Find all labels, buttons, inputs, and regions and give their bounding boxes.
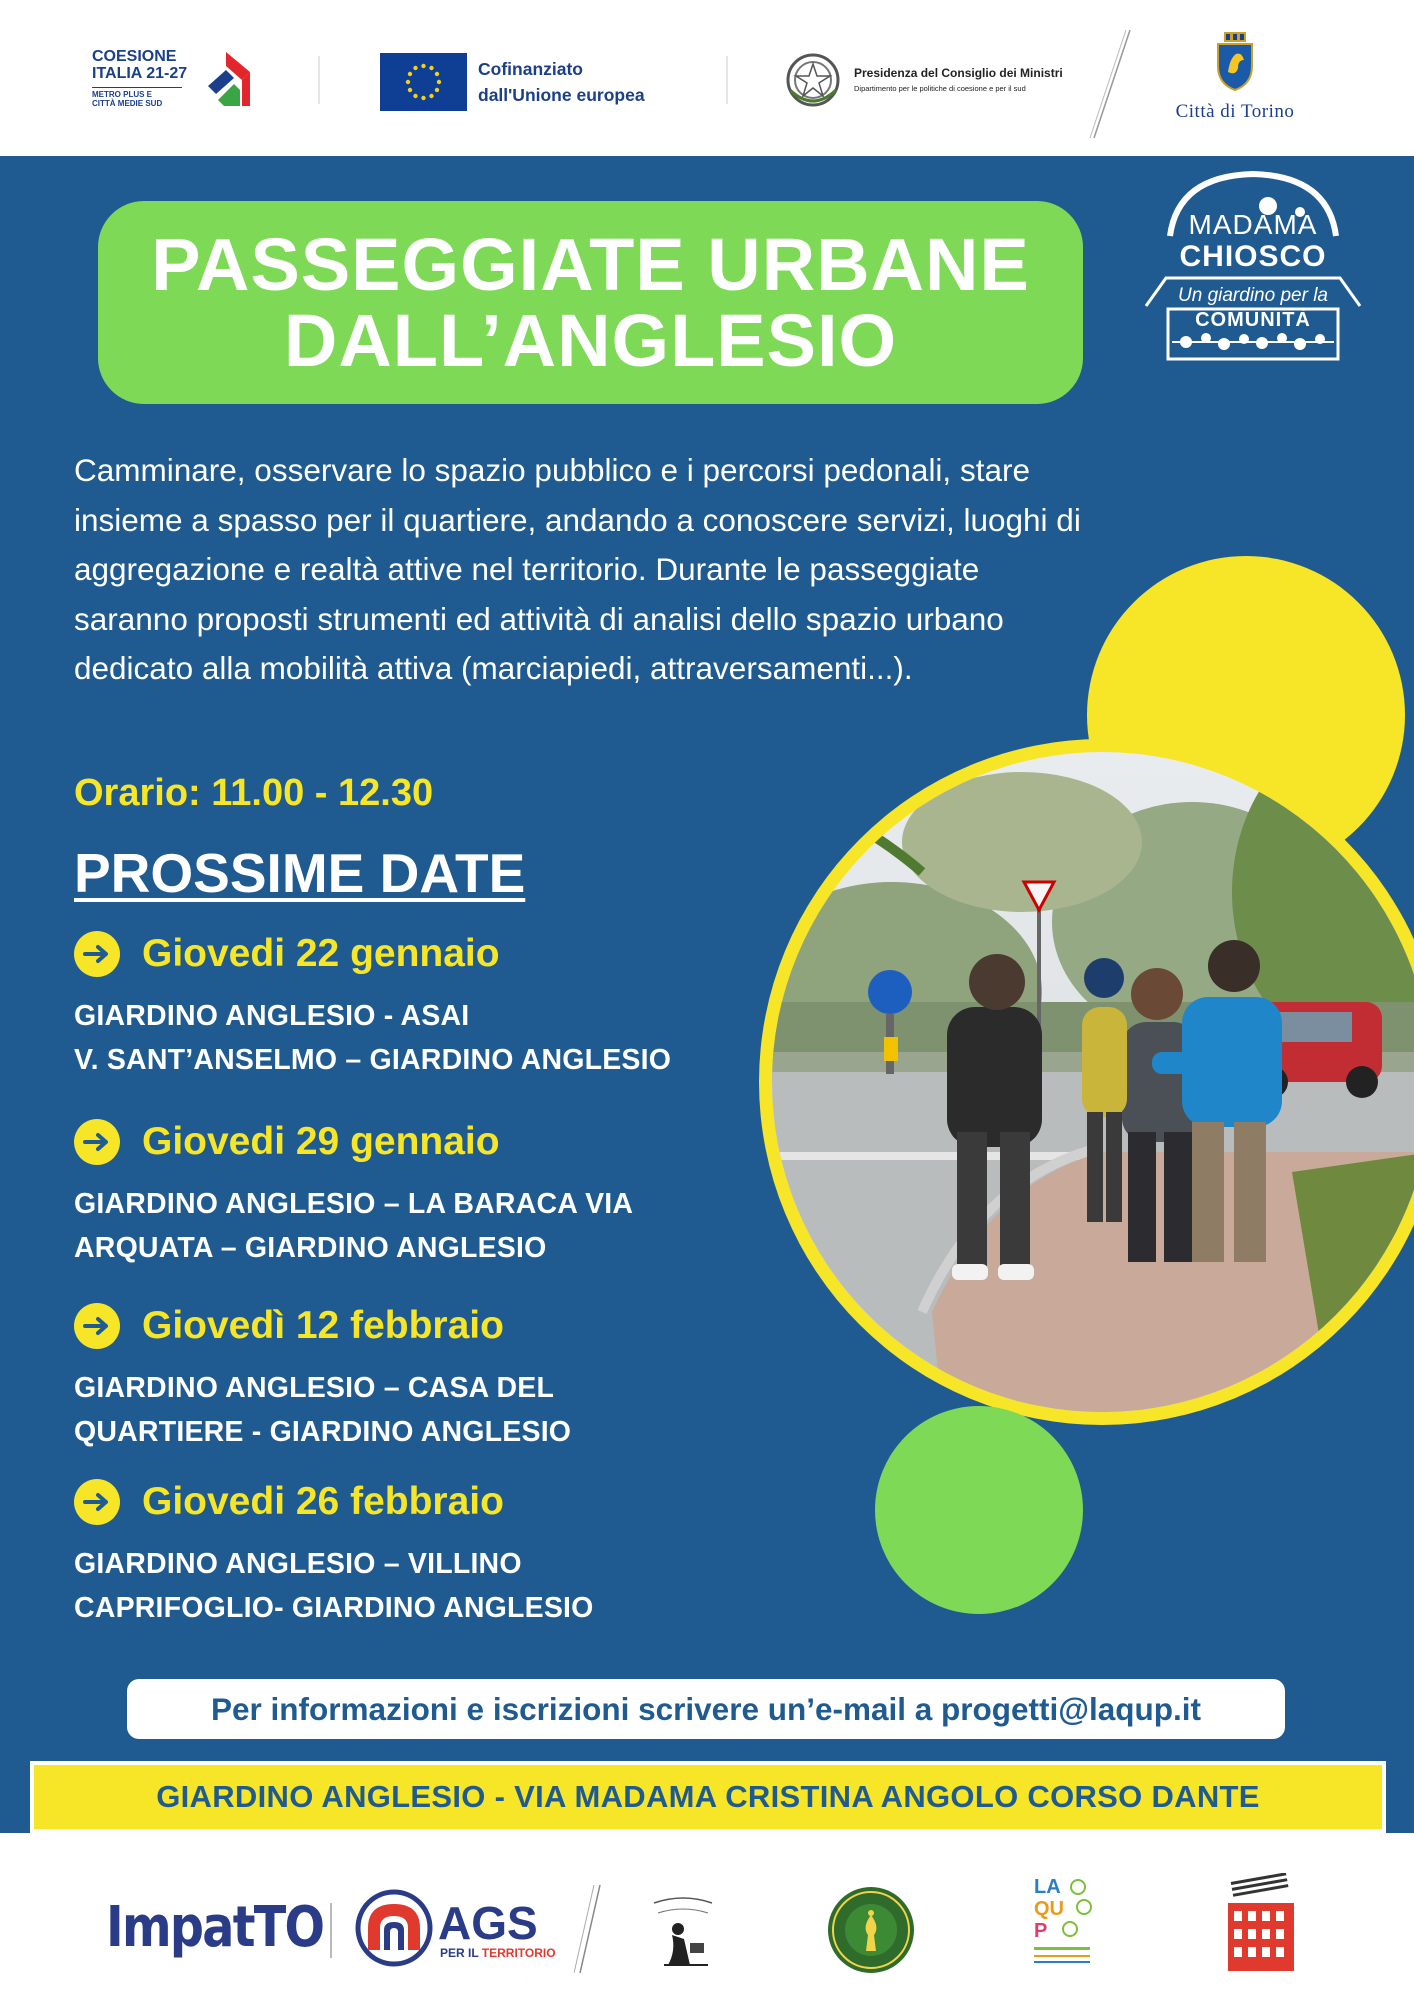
eu-line1: Cofinanziato <box>478 59 583 79</box>
presidenza-line1: Presidenza del Consiglio dei Ministri <box>854 66 1063 80</box>
eu-cofinanced-label <box>478 56 645 108</box>
intro-text: Camminare, osservare lo spazio pubblico e i percorsi pedonali, stare insieme a spasso per il quartiere, andando a conoscere servizi, luoghi di aggregazione e realtà attive nel territorio. Durante le passeggiate saranno proposti strumenti ed attività di analisi dello spazio urbano dedicato alla mobilità attiva (marciapiedi, attraversamenti...). <box>74 452 1081 686</box>
footer-divider <box>330 1903 332 1958</box>
title-line1: PASSEGGIATE URBANE <box>151 223 1030 306</box>
madama-line3: COMUNITÀ <box>1195 309 1311 331</box>
ags-tagline <box>440 1946 556 1960</box>
agenzia-sviluppo-logo <box>1222 1873 1298 1978</box>
alfiere-campoverde-logo-icon <box>826 1885 916 1975</box>
eu-line2: dall'Unione europea <box>478 85 645 105</box>
ags-emblem-icon <box>354 1888 434 1968</box>
svg-text:P: P <box>1034 1920 1048 1942</box>
italian-republic-emblem-icon <box>784 50 842 115</box>
title-line2: DALL’ANGLESIO <box>283 299 898 382</box>
torino-name: Città di Torino <box>1175 101 1295 122</box>
address-bar: GIARDINO ANGLESIO - VIA MADAMA CRISTINA ANGOLO CORSO DANTE <box>30 1761 1386 1833</box>
madama-line2: CHIOSCO <box>1179 240 1327 273</box>
walk-entry <box>74 926 774 1082</box>
walk-entry <box>74 1474 774 1630</box>
svg-text:LA: LA <box>1034 1876 1061 1898</box>
arrow-right-icon <box>74 1119 120 1165</box>
upcoming-dates-heading: PROSSIME DATE <box>74 842 526 904</box>
footer-slash-divider <box>574 1885 604 1975</box>
ags-tagline-a: PER IL <box>440 1946 482 1960</box>
impatto-logo: ImpatTO <box>106 1895 324 1960</box>
madama-tagline: Un giardino per la <box>1178 285 1328 306</box>
contact-info-banner: Per informazioni e iscrizioni scrivere un’e-mail a progetti@laqup.it <box>127 1679 1285 1739</box>
ags-tagline-b: TERRITORIO <box>481 1946 556 1960</box>
coesione-sub2: CITTÀ MEDIE SUD <box>92 99 163 108</box>
schedule-time: Orario: 11.00 - 12.30 <box>74 772 434 814</box>
title-banner <box>98 201 1083 404</box>
arrow-right-icon <box>74 1479 120 1525</box>
header-divider <box>726 56 728 104</box>
ags-name: AGS <box>438 1897 538 1949</box>
walk-entry <box>74 1298 774 1454</box>
main-panel <box>0 156 1414 1833</box>
top-logo-bar <box>0 0 1414 156</box>
eu-flag-icon <box>380 53 467 111</box>
ags-logo <box>354 1888 556 1973</box>
walk-route-line1: GIARDINO ANGLESIO – VILLINO <box>74 1548 522 1580</box>
walk-route-line1: GIARDINO ANGLESIO – LA BARACA VIA <box>74 1188 634 1220</box>
walk-date: Giovedì 12 febbraio <box>142 1304 504 1347</box>
walk-route-line2: CAPRIFOGLIO- GIARDINO ANGLESIO <box>74 1592 594 1624</box>
svg-text:QU: QU <box>1034 1898 1064 1920</box>
coesione-line1: COESIONE <box>92 48 177 65</box>
walk-route-line1: GIARDINO ANGLESIO - ASAI <box>74 1000 470 1032</box>
header-slash-divider <box>1086 30 1136 140</box>
walk-route-line2: QUARTIERE - GIARDINO ANGLESIO <box>74 1416 572 1448</box>
walk-route-line1: GIARDINO ANGLESIO – CASA DEL <box>74 1372 555 1404</box>
header-divider <box>318 56 320 104</box>
walk-date: Giovedi 22 gennaio <box>142 932 500 975</box>
san-salvario-building-icon <box>1222 1873 1298 1973</box>
coesione-arrow-icon <box>204 48 254 108</box>
walk-route-line2: ARQUATA – GIARDINO ANGLESIO <box>74 1232 547 1264</box>
madama-line1: MADAMA <box>1188 209 1318 240</box>
decorative-green-circle <box>875 1406 1083 1614</box>
walk-date: Giovedi 29 gennaio <box>142 1120 500 1163</box>
madama-chiosco-logo <box>1138 166 1368 376</box>
torino-coat-of-arms-icon <box>1214 32 1256 92</box>
coesione-sub1: METRO PLUS E <box>92 90 153 99</box>
laqup-logo-icon <box>1030 1871 1100 1981</box>
walk-date: Giovedi 26 febbraio <box>142 1480 504 1523</box>
arrow-right-icon <box>74 1303 120 1349</box>
walk-route-line2: V. SANT’ANSELMO – GIARDINO ANGLESIO <box>74 1044 672 1076</box>
walk-entry <box>74 1114 774 1270</box>
partner-logo-bar <box>0 1833 1414 2000</box>
presidenza-label <box>854 66 1063 96</box>
arrow-right-icon <box>74 931 120 977</box>
reading-figure-logo-icon <box>648 1889 718 1969</box>
coesione-line2: ITALIA 21-27 <box>92 65 188 82</box>
coesione-italia-logo <box>92 46 262 116</box>
citta-di-torino-logo <box>1160 32 1310 123</box>
walking-kids-photo <box>772 752 1414 1412</box>
presidenza-line2: Dipartimento per le politiche di coesione e per il sud <box>854 84 1026 93</box>
